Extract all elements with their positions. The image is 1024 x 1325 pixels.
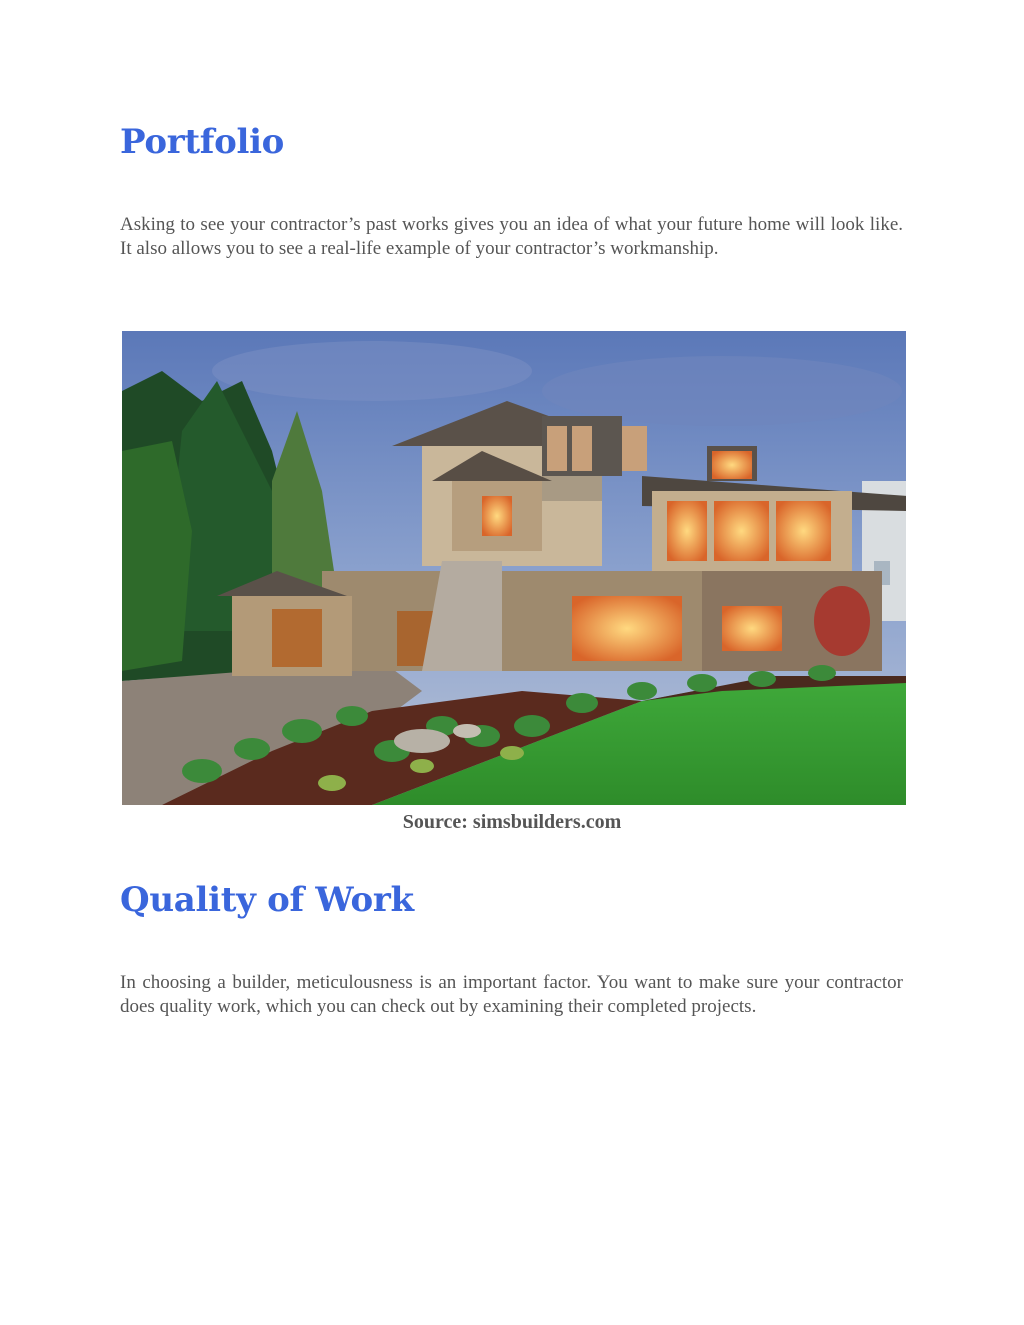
section-paragraph-portfolio: Asking to see your contractor’s past works gives you an idea of what your future home will look like. It also allows you to see a real-life example of your contractor’s workmanship. — [120, 214, 903, 259]
section-heading-quality-of-work: Quality of Work — [120, 880, 414, 920]
house-photo — [122, 331, 906, 805]
image-caption: Source: simsbuilders.com — [402, 811, 622, 833]
section-paragraph-quality-of-work: In choosing a builder, meticulousness is an important factor. You want to make sure your contractor does quality work, which you can check out by examining their completed projects. — [120, 972, 903, 1017]
section-heading-portfolio: Portfolio — [120, 122, 285, 162]
